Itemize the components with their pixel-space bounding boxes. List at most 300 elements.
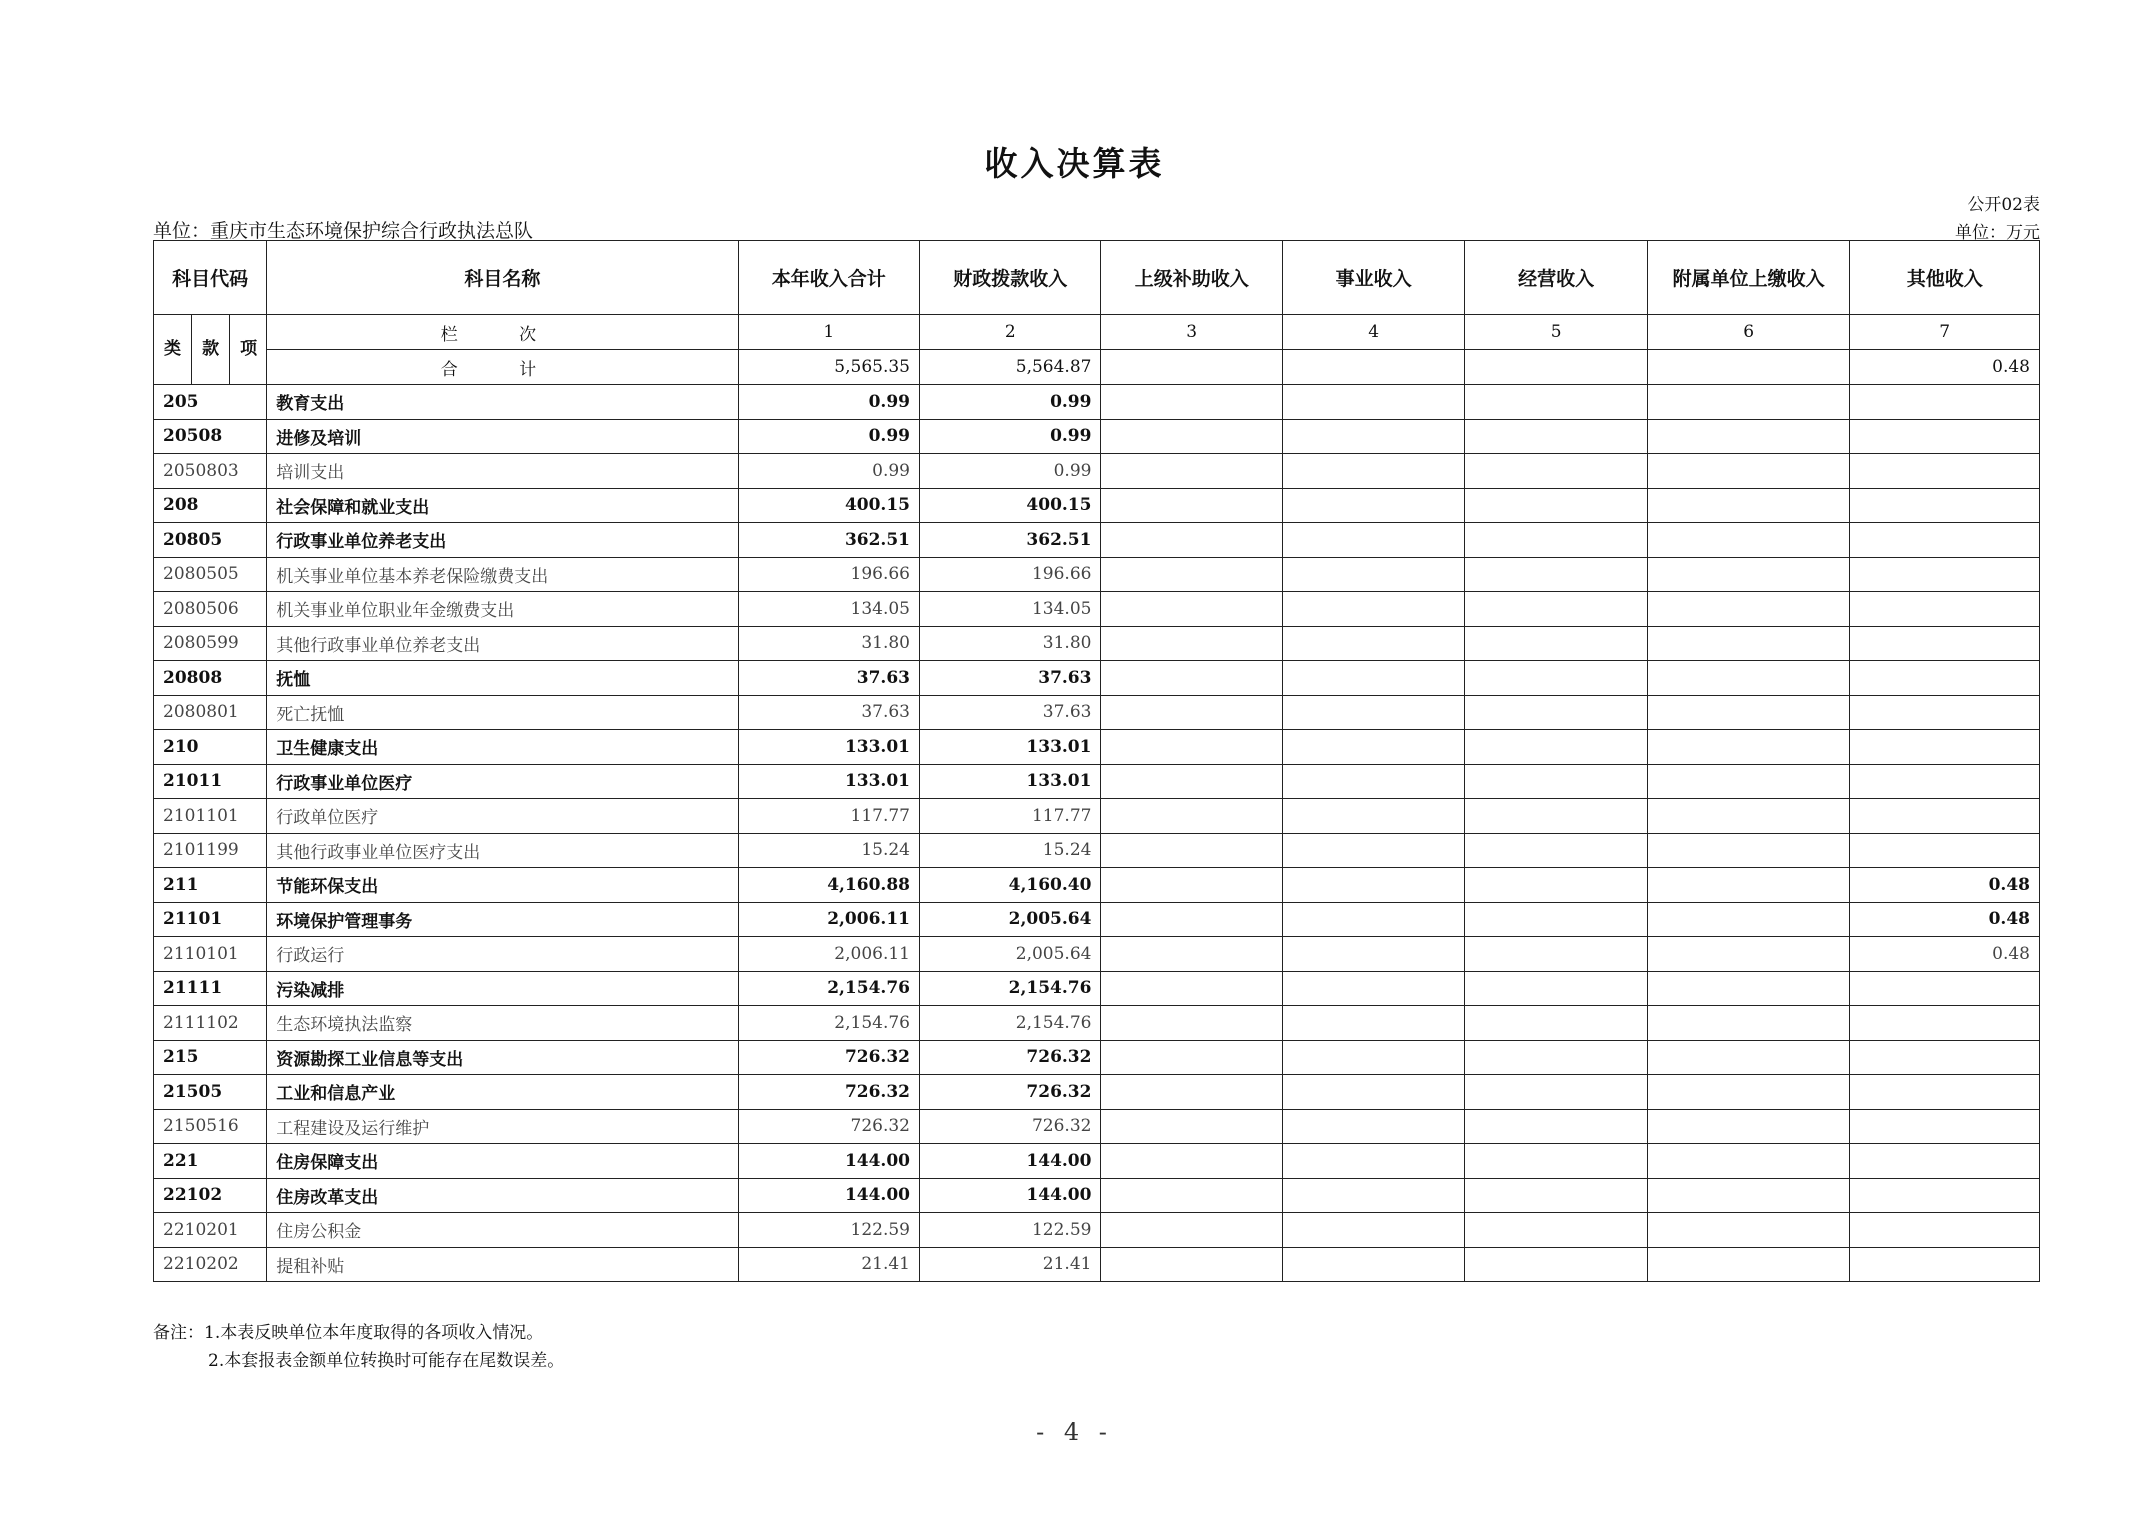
header-col-7: 其他收入 — [1850, 241, 2040, 315]
row-value-6 — [1647, 1006, 1850, 1041]
row-value-7: 0.48 — [1850, 902, 2040, 937]
row-name: 环境保护管理事务 — [267, 902, 738, 937]
table-row — [154, 833, 2040, 868]
row-name: 提租补贴 — [267, 1247, 738, 1282]
row-code: 2111102 — [154, 1006, 267, 1041]
row-value-5 — [1465, 592, 1647, 627]
row-value-5 — [1465, 937, 1647, 972]
row-value-6 — [1647, 1213, 1850, 1248]
row-value-2: 400.15 — [920, 488, 1101, 523]
note-line-1: 备注：1.本表反映单位本年度取得的各项收入情况。 — [153, 1323, 544, 1343]
row-value-2: 0.99 — [920, 419, 1101, 454]
table-row — [154, 1247, 2040, 1282]
row-value-4 — [1282, 1178, 1464, 1213]
row-value-1: 15.24 — [738, 833, 919, 868]
row-value-3 — [1101, 592, 1282, 627]
row-value-3 — [1101, 488, 1282, 523]
row-value-5 — [1465, 385, 1647, 420]
page-number: - 4 - — [1036, 1418, 1113, 1446]
row-value-1: 0.99 — [738, 454, 919, 489]
sub-headers — [154, 315, 267, 385]
row-value-5 — [1465, 419, 1647, 454]
row-value-3 — [1101, 385, 1282, 420]
row-value-3 — [1101, 1178, 1282, 1213]
row-value-7 — [1850, 971, 2040, 1006]
row-value-1: 726.32 — [738, 1040, 919, 1075]
table-row — [154, 868, 2040, 903]
row-value-3 — [1101, 902, 1282, 937]
table-row — [154, 730, 2040, 765]
row-value-7 — [1850, 626, 2040, 661]
row-value-1: 362.51 — [738, 523, 919, 558]
row-value-3 — [1101, 764, 1282, 799]
row-value-4 — [1282, 1075, 1464, 1110]
row-code: 2150516 — [154, 1109, 267, 1144]
row-name: 生态环境执法监察 — [267, 1006, 738, 1041]
table-row — [154, 592, 2040, 627]
row-code: 208 — [154, 488, 267, 523]
row-value-4 — [1282, 523, 1464, 558]
row-value-1: 196.66 — [738, 557, 919, 592]
row-code: 2080505 — [154, 557, 267, 592]
table-row — [154, 902, 2040, 937]
row-value-3 — [1101, 1109, 1282, 1144]
note-line-2: 2.本套报表金额单位转换时可能存在尾数误差。 — [208, 1351, 565, 1371]
row-value-6 — [1647, 937, 1850, 972]
row-value-6 — [1647, 730, 1850, 765]
row-value-6 — [1647, 1109, 1850, 1144]
row-value-7 — [1850, 764, 2040, 799]
row-value-3 — [1101, 833, 1282, 868]
table-row — [154, 385, 2040, 420]
row-value-5 — [1465, 1213, 1647, 1248]
row-value-3 — [1101, 523, 1282, 558]
row-value-2: 144.00 — [920, 1144, 1101, 1179]
total-value-2: 5,564.87 — [920, 350, 1101, 385]
row-name: 污染减排 — [267, 971, 738, 1006]
row-value-1: 2,006.11 — [738, 937, 919, 972]
row-value-7 — [1850, 488, 2040, 523]
unit-name: 单位：重庆市生态环境保护综合行政执法总队 — [153, 220, 534, 242]
row-value-6 — [1647, 868, 1850, 903]
row-value-6 — [1647, 1144, 1850, 1179]
sub-xiang: 项 — [229, 315, 267, 384]
row-code: 22102 — [154, 1178, 267, 1213]
row-value-3 — [1101, 695, 1282, 730]
row-value-2: 144.00 — [920, 1178, 1101, 1213]
row-value-1: 726.32 — [738, 1075, 919, 1110]
table-row — [154, 1213, 2040, 1248]
row-value-7: 0.48 — [1850, 868, 2040, 903]
row-name: 其他行政事业单位医疗支出 — [267, 833, 738, 868]
row-value-6 — [1647, 695, 1850, 730]
table-row — [154, 454, 2040, 489]
row-value-2: 2,005.64 — [920, 937, 1101, 972]
row-value-1: 133.01 — [738, 730, 919, 765]
row-value-5 — [1465, 902, 1647, 937]
table-row — [154, 523, 2040, 558]
row-value-2: 0.99 — [920, 385, 1101, 420]
table-row — [154, 419, 2040, 454]
row-value-2: 21.41 — [920, 1247, 1101, 1282]
row-value-2: 2,154.76 — [920, 1006, 1101, 1041]
row-value-3 — [1101, 1144, 1282, 1179]
row-name: 住房保障支出 — [267, 1144, 738, 1179]
row-code: 211 — [154, 868, 267, 903]
row-value-4 — [1282, 902, 1464, 937]
row-value-4 — [1282, 626, 1464, 661]
row-value-1: 117.77 — [738, 799, 919, 834]
row-value-1: 726.32 — [738, 1109, 919, 1144]
row-value-5 — [1465, 1075, 1647, 1110]
sub-kuan: 款 — [191, 315, 229, 384]
row-value-1: 2,154.76 — [738, 1006, 919, 1041]
table-row — [154, 971, 2040, 1006]
row-value-1: 0.99 — [738, 419, 919, 454]
row-name: 社会保障和就业支出 — [267, 488, 738, 523]
total-label: 合 计 — [267, 350, 738, 385]
row-code: 210 — [154, 730, 267, 765]
total-row — [154, 350, 2040, 385]
row-value-4 — [1282, 1040, 1464, 1075]
row-value-6 — [1647, 1040, 1850, 1075]
row-code: 2101199 — [154, 833, 267, 868]
row-value-5 — [1465, 1109, 1647, 1144]
table-row — [154, 661, 2040, 696]
row-value-5 — [1465, 695, 1647, 730]
table-row — [154, 1178, 2040, 1213]
row-value-2: 133.01 — [920, 730, 1101, 765]
row-value-4 — [1282, 454, 1464, 489]
row-value-4 — [1282, 419, 1464, 454]
row-code: 2210201 — [154, 1213, 267, 1248]
row-value-4 — [1282, 730, 1464, 765]
row-value-2: 0.99 — [920, 454, 1101, 489]
row-value-6 — [1647, 799, 1850, 834]
column-number-row — [154, 315, 2040, 350]
row-value-2: 2,154.76 — [920, 971, 1101, 1006]
row-code: 21505 — [154, 1075, 267, 1110]
col-number-4: 4 — [1282, 315, 1464, 350]
row-value-5 — [1465, 833, 1647, 868]
row-value-7 — [1850, 1144, 2040, 1179]
row-name: 工程建设及运行维护 — [267, 1109, 738, 1144]
row-value-7 — [1850, 523, 2040, 558]
header-col-3: 上级补助收入 — [1101, 241, 1282, 315]
row-value-2: 726.32 — [920, 1109, 1101, 1144]
row-value-1: 4,160.88 — [738, 868, 919, 903]
lanci-label: 栏 次 — [267, 315, 738, 350]
row-name: 其他行政事业单位养老支出 — [267, 626, 738, 661]
header-name: 科目名称 — [267, 241, 738, 315]
row-value-7 — [1850, 1109, 2040, 1144]
row-value-7 — [1850, 592, 2040, 627]
row-value-2: 133.01 — [920, 764, 1101, 799]
row-value-1: 2,154.76 — [738, 971, 919, 1006]
header-col-1: 本年收入合计 — [738, 241, 919, 315]
row-name: 行政单位医疗 — [267, 799, 738, 834]
row-code: 2080801 — [154, 695, 267, 730]
row-value-1: 37.63 — [738, 661, 919, 696]
row-value-6 — [1647, 385, 1850, 420]
row-value-2: 726.32 — [920, 1075, 1101, 1110]
row-value-2: 15.24 — [920, 833, 1101, 868]
row-value-1: 21.41 — [738, 1247, 919, 1282]
row-value-4 — [1282, 661, 1464, 696]
row-value-4 — [1282, 833, 1464, 868]
row-name: 住房改革支出 — [267, 1178, 738, 1213]
row-value-3 — [1101, 730, 1282, 765]
header-col-5: 经营收入 — [1465, 241, 1647, 315]
header-row — [154, 241, 2040, 315]
row-value-7 — [1850, 557, 2040, 592]
row-name: 资源勘探工业信息等支出 — [267, 1040, 738, 1075]
row-code: 2080506 — [154, 592, 267, 627]
row-value-4 — [1282, 937, 1464, 972]
row-value-5 — [1465, 1040, 1647, 1075]
table-row — [154, 695, 2040, 730]
row-value-5 — [1465, 799, 1647, 834]
row-value-7 — [1850, 730, 2040, 765]
row-value-1: 31.80 — [738, 626, 919, 661]
table-row — [154, 764, 2040, 799]
row-value-6 — [1647, 902, 1850, 937]
row-value-4 — [1282, 385, 1464, 420]
row-name: 行政事业单位医疗 — [267, 764, 738, 799]
row-value-4 — [1282, 1213, 1464, 1248]
table-row — [154, 1040, 2040, 1075]
row-code: 2050803 — [154, 454, 267, 489]
row-value-5 — [1465, 1144, 1647, 1179]
row-value-5 — [1465, 454, 1647, 489]
row-value-2: 117.77 — [920, 799, 1101, 834]
row-value-6 — [1647, 523, 1850, 558]
row-value-6 — [1647, 764, 1850, 799]
col-number-2: 2 — [920, 315, 1101, 350]
page-title: 收入决算表 — [984, 144, 1165, 183]
col-number-3: 3 — [1101, 315, 1282, 350]
row-value-5 — [1465, 764, 1647, 799]
row-value-1: 400.15 — [738, 488, 919, 523]
unit-measure: 单位：万元 — [1955, 223, 2040, 243]
row-value-7 — [1850, 1075, 2040, 1110]
row-value-7 — [1850, 385, 2040, 420]
row-value-5 — [1465, 557, 1647, 592]
col-number-5: 5 — [1465, 315, 1647, 350]
row-value-6 — [1647, 1075, 1850, 1110]
row-value-6 — [1647, 1178, 1850, 1213]
row-value-5 — [1465, 868, 1647, 903]
row-value-6 — [1647, 454, 1850, 489]
row-value-5 — [1465, 1178, 1647, 1213]
row-code: 221 — [154, 1144, 267, 1179]
row-value-5 — [1465, 971, 1647, 1006]
table-row — [154, 937, 2040, 972]
row-value-3 — [1101, 799, 1282, 834]
col-number-1: 1 — [738, 315, 919, 350]
row-value-1: 0.99 — [738, 385, 919, 420]
row-value-5 — [1465, 1247, 1647, 1282]
row-name: 机关事业单位职业年金缴费支出 — [267, 592, 738, 627]
income-table — [153, 240, 2040, 1282]
row-value-2: 196.66 — [920, 557, 1101, 592]
row-value-7 — [1850, 1006, 2040, 1041]
header-col-4: 事业收入 — [1282, 241, 1464, 315]
row-value-6 — [1647, 626, 1850, 661]
row-value-6 — [1647, 488, 1850, 523]
row-code: 21011 — [154, 764, 267, 799]
form-number: 公开02表 — [1967, 195, 2040, 215]
row-value-7 — [1850, 799, 2040, 834]
header-col-6: 附属单位上缴收入 — [1647, 241, 1850, 315]
row-value-3 — [1101, 454, 1282, 489]
total-value-7: 0.48 — [1850, 350, 2040, 385]
table-row — [154, 1144, 2040, 1179]
row-value-7: 0.48 — [1850, 937, 2040, 972]
row-value-3 — [1101, 868, 1282, 903]
row-value-7 — [1850, 661, 2040, 696]
row-name: 工业和信息产业 — [267, 1075, 738, 1110]
row-value-4 — [1282, 799, 1464, 834]
row-code: 21111 — [154, 971, 267, 1006]
row-name: 卫生健康支出 — [267, 730, 738, 765]
row-value-4 — [1282, 695, 1464, 730]
row-value-3 — [1101, 1006, 1282, 1041]
row-code: 2210202 — [154, 1247, 267, 1282]
row-value-3 — [1101, 626, 1282, 661]
total-value-1: 5,565.35 — [738, 350, 919, 385]
table-row — [154, 557, 2040, 592]
row-value-3 — [1101, 661, 1282, 696]
row-value-1: 144.00 — [738, 1178, 919, 1213]
row-value-4 — [1282, 868, 1464, 903]
row-value-7 — [1850, 695, 2040, 730]
row-value-1: 122.59 — [738, 1213, 919, 1248]
row-value-1: 134.05 — [738, 592, 919, 627]
row-value-4 — [1282, 488, 1464, 523]
row-value-1: 2,006.11 — [738, 902, 919, 937]
row-code: 20805 — [154, 523, 267, 558]
row-value-3 — [1101, 1213, 1282, 1248]
row-value-2: 122.59 — [920, 1213, 1101, 1248]
total-value-5 — [1465, 350, 1647, 385]
row-value-6 — [1647, 419, 1850, 454]
row-value-7 — [1850, 833, 2040, 868]
row-value-6 — [1647, 661, 1850, 696]
row-name: 机关事业单位基本养老保险缴费支出 — [267, 557, 738, 592]
row-value-2: 362.51 — [920, 523, 1101, 558]
row-value-2: 726.32 — [920, 1040, 1101, 1075]
table-row — [154, 1109, 2040, 1144]
row-name: 死亡抚恤 — [267, 695, 738, 730]
row-value-4 — [1282, 1144, 1464, 1179]
row-value-4 — [1282, 1247, 1464, 1282]
row-value-3 — [1101, 557, 1282, 592]
header-col-2: 财政拨款收入 — [920, 241, 1101, 315]
row-name: 行政运行 — [267, 937, 738, 972]
row-value-2: 134.05 — [920, 592, 1101, 627]
row-value-6 — [1647, 1247, 1850, 1282]
row-name: 培训支出 — [267, 454, 738, 489]
row-value-6 — [1647, 971, 1850, 1006]
table-row — [154, 626, 2040, 661]
row-value-7 — [1850, 1178, 2040, 1213]
total-value-3 — [1101, 350, 1282, 385]
row-value-5 — [1465, 1006, 1647, 1041]
row-value-6 — [1647, 592, 1850, 627]
row-value-2: 37.63 — [920, 695, 1101, 730]
row-value-4 — [1282, 557, 1464, 592]
row-value-3 — [1101, 971, 1282, 1006]
row-value-2: 31.80 — [920, 626, 1101, 661]
col-number-7: 7 — [1850, 315, 2040, 350]
row-value-4 — [1282, 1109, 1464, 1144]
row-value-7 — [1850, 454, 2040, 489]
row-value-3 — [1101, 419, 1282, 454]
table-row — [154, 1075, 2040, 1110]
row-value-5 — [1465, 488, 1647, 523]
row-value-4 — [1282, 1006, 1464, 1041]
row-value-1: 133.01 — [738, 764, 919, 799]
sub-lei: 类 — [164, 339, 182, 359]
row-value-6 — [1647, 833, 1850, 868]
row-value-5 — [1465, 626, 1647, 661]
row-value-4 — [1282, 971, 1464, 1006]
row-value-4 — [1282, 764, 1464, 799]
row-value-3 — [1101, 1247, 1282, 1282]
row-code: 20508 — [154, 419, 267, 454]
row-value-7 — [1850, 1247, 2040, 1282]
table-row — [154, 799, 2040, 834]
row-code: 215 — [154, 1040, 267, 1075]
row-value-5 — [1465, 730, 1647, 765]
table-row — [154, 1006, 2040, 1041]
row-value-4 — [1282, 592, 1464, 627]
row-name: 抚恤 — [267, 661, 738, 696]
row-value-6 — [1647, 557, 1850, 592]
row-name: 进修及培训 — [267, 419, 738, 454]
row-value-7 — [1850, 1213, 2040, 1248]
row-value-2: 4,160.40 — [920, 868, 1101, 903]
row-code: 20808 — [154, 661, 267, 696]
col-number-6: 6 — [1647, 315, 1850, 350]
row-value-1: 37.63 — [738, 695, 919, 730]
row-value-2: 37.63 — [920, 661, 1101, 696]
header-code: 科目代码 — [154, 241, 267, 315]
row-code: 2080599 — [154, 626, 267, 661]
row-value-7 — [1850, 1040, 2040, 1075]
row-name: 节能环保支出 — [267, 868, 738, 903]
row-value-5 — [1465, 523, 1647, 558]
row-value-3 — [1101, 937, 1282, 972]
total-value-6 — [1647, 350, 1850, 385]
row-value-2: 2,005.64 — [920, 902, 1101, 937]
row-code: 2101101 — [154, 799, 267, 834]
row-value-3 — [1101, 1040, 1282, 1075]
row-value-1: 144.00 — [738, 1144, 919, 1179]
row-code: 205 — [154, 385, 267, 420]
row-name: 教育支出 — [267, 385, 738, 420]
row-code: 2110101 — [154, 937, 267, 972]
row-name: 住房公积金 — [267, 1213, 738, 1248]
row-code: 21101 — [154, 902, 267, 937]
row-value-3 — [1101, 1075, 1282, 1110]
row-value-7 — [1850, 419, 2040, 454]
total-value-4 — [1282, 350, 1464, 385]
row-name: 行政事业单位养老支出 — [267, 523, 738, 558]
table-row — [154, 488, 2040, 523]
row-value-5 — [1465, 661, 1647, 696]
